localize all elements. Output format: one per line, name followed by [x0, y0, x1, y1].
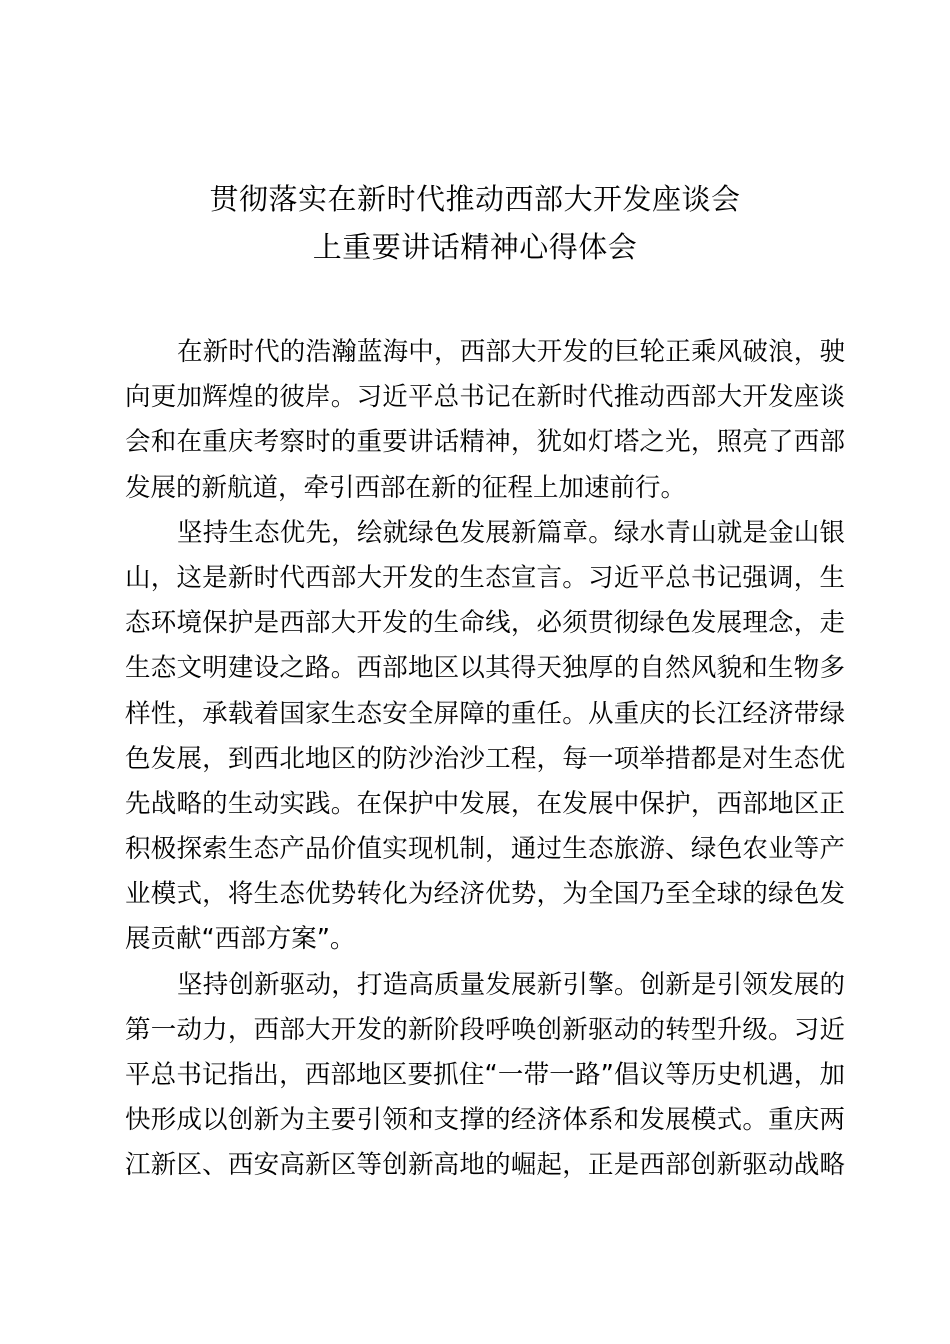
paragraph-3 [125, 963, 845, 1189]
paragraph-line: 第一动力，西部大开发的新阶段呼唤创新驱动的转型升级。习近 [125, 1014, 845, 1045]
document-body [125, 330, 845, 1189]
paragraph-1 [125, 330, 845, 511]
document-title-line-1: 贯彻落实在新时代推动西部大开发座谈会 [209, 182, 741, 216]
paragraph-line: 江新区、西安高新区等创新高地的崛起，正是西部创新驱动战略 [125, 1150, 845, 1181]
paragraph-line: 山，这是新时代西部大开发的生态宣言。习近平总书记强调，生 [125, 562, 845, 593]
paragraph-line: 坚持创新驱动，打造高质量发展新引擎。创新是引领发展的 [177, 969, 845, 1000]
paragraph-line: 发展的新航道，牵引西部在新的征程上加速前行。 [125, 472, 687, 503]
paragraph-line: 生态文明建设之路。西部地区以其得天独厚的自然风貌和生物多 [125, 653, 845, 684]
paragraph-line: 先战略的生动实践。在保护中发展，在发展中保护，西部地区正 [125, 788, 845, 819]
paragraph-line: 展贡献“西部方案”。 [125, 924, 356, 955]
paragraph-line: 在新时代的浩瀚蓝海中，西部大开发的巨轮正乘风破浪，驶 [177, 337, 845, 367]
paragraph-line: 坚持生态优先，绘就绿色发展新篇章。绿水青山就是金山银 [177, 517, 845, 548]
paragraph-line: 平总书记指出，西部地区要抓住“一带一路”倡议等历史机遇，加 [125, 1060, 845, 1090]
document-title-line-2: 上重要讲话精神心得体会 [312, 230, 638, 264]
paragraph-line: 态环境保护是西部大开发的生命线，必须贯彻绿色发展理念，走 [125, 608, 845, 639]
paragraph-line: 业模式，将生态优势转化为经济优势，为全国乃至全球的绿色发 [125, 879, 845, 910]
paragraph-line: 色发展，到西北地区的防沙治沙工程，每一项举措都是对生态优 [125, 743, 845, 774]
paragraph-line: 向更加辉煌的彼岸。习近平总书记在新时代推动西部大开发座谈 [125, 382, 845, 413]
paragraph-line: 快形成以创新为主要引领和支撑的经济体系和发展模式。重庆两 [125, 1105, 845, 1136]
paragraph-line: 会和在重庆考察时的重要讲话精神，犹如灯塔之光，照亮了西部 [125, 427, 845, 458]
paragraph-line: 样性，承载着国家生态安全屏障的重任。从重庆的长江经济带绿 [125, 698, 845, 729]
paragraph-line: 积极探索生态产品价值实现机制，通过生态旅游、绿色农业等产 [125, 834, 845, 865]
paragraph-2 [125, 511, 845, 963]
